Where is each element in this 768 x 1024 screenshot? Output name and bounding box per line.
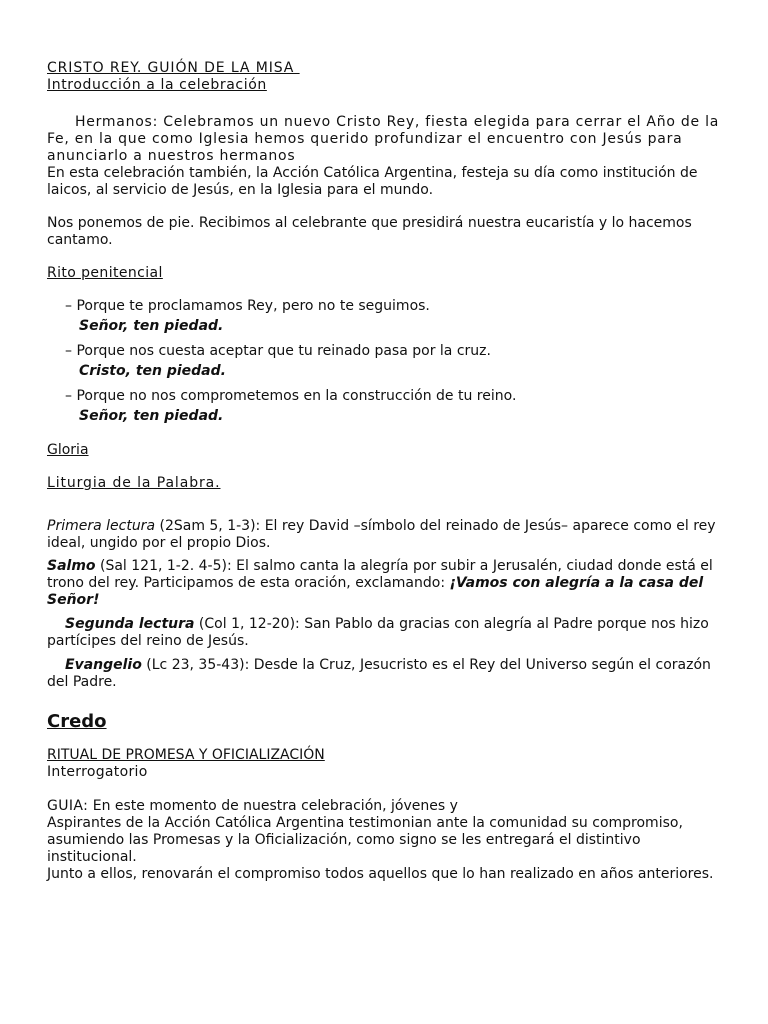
salmo-ref: (Sal 121, 1-2. 4-5) (95, 558, 227, 574)
rito-response: Señor, ten piedad. (79, 318, 224, 334)
guia-paragraph (47, 798, 727, 815)
rito-response: Cristo, ten piedad. (79, 363, 226, 379)
segunda-label: Segunda lectura (65, 616, 195, 632)
rito-invocation: – Porque nos cuesta aceptar que tu reinado pasa por la cruz. (65, 343, 491, 359)
intro-heading: Introducción a la celebración (47, 77, 267, 93)
rito-list (47, 298, 727, 425)
ritual-paragraph-2: Aspirantes de la Acción Católica Argentina testimonian ante la comunidad su compromiso, asumiendo las Promesas y la Oficialización, como signo se les entregará el distintivo institucional. (47, 815, 683, 865)
salmo-text: : El salmo canta la alegría por subir a Jerusalén, ciudad donde está el trono del rey. Participamos de esta oración, exclamando: (47, 558, 713, 591)
salmo-label: Salmo (47, 558, 96, 574)
segunda-text: : San Pablo da gracias con alegría al Padre porque nos hizo partícipes del reino de Jesús. (47, 616, 709, 649)
guia-label: GUIA: (47, 798, 89, 814)
evangelio (47, 657, 727, 691)
rito-heading: Rito penitencial (47, 265, 163, 281)
intro-paragraph-1: Hermanos: Celebramos un nuevo Cristo Rey, fiesta elegida para cerrar el Año de la Fe, en la que como Iglesia hemos querido profundizar el encuentro con Jesús para anunciarlo a nuestros hermanos (47, 114, 720, 164)
document-title: CRISTO REY. GUIÓN DE LA MISA (47, 60, 300, 76)
ritual-heading: RITUAL DE PROMESA Y OFICIALIZACIÓN (47, 747, 325, 763)
rito-item (47, 388, 727, 425)
salmo (47, 558, 727, 609)
rito-invocation: – Porque te proclamamos Rey, pero no te seguimos. (65, 298, 430, 314)
primera-label: Primera lectura (47, 518, 156, 534)
salmo-response: ¡Vamos con alegría a la casa del Señor! (47, 575, 704, 608)
primera-ref: (2Sam 5, 1-3) (155, 518, 256, 534)
gloria-heading: Gloria (47, 442, 89, 458)
segunda-ref: (Col 1, 12-20) (194, 616, 296, 632)
rito-item (47, 298, 727, 335)
evangelio-label: Evangelio (65, 657, 142, 673)
segunda-lectura (47, 616, 727, 650)
ritual-paragraph-3: Junto a ellos, renovarán el compromiso todos aquellos que lo han realizado en años anteriores. (47, 866, 714, 882)
primera-text: : El rey David –símbolo del reinado de Jesús– aparece como el rey ideal, ungido por el propio Dios. (47, 518, 716, 551)
intro-paragraph-3: Nos ponemos de pie. Recibimos al celebrante que presidirá nuestra eucaristía y lo hacemos cantamo. (47, 215, 692, 248)
ritual-subheading: Interrogatorio (47, 764, 148, 780)
primera-lectura (47, 518, 727, 552)
guia-text: En este momento de nuestra celebración, jóvenes y (88, 798, 458, 814)
document-body (47, 60, 727, 883)
rito-invocation: – Porque no nos comprometemos en la construcción de tu reino. (65, 388, 517, 404)
rito-item (47, 343, 727, 380)
liturgia-heading: Liturgia de la Palabra. (47, 475, 221, 491)
rito-response: Señor, ten piedad. (79, 408, 224, 424)
intro-paragraph-2: En esta celebración también, la Acción Católica Argentina, festeja su día como institución de laicos, al servicio de Jesús, en la Iglesia para el mundo. (47, 165, 698, 198)
evangelio-ref: (Lc 23, 35-43) (141, 657, 245, 673)
evangelio-text: : Desde la Cruz, Jesucristo es el Rey del Universo según el corazón del Padre. (47, 657, 711, 690)
credo-heading: Credo (47, 711, 107, 732)
